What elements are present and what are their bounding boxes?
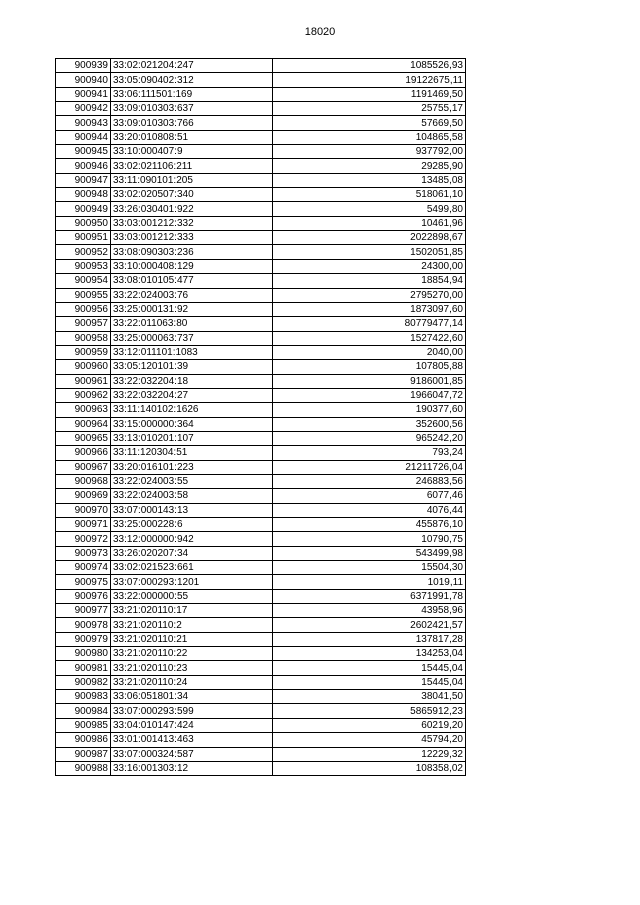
row-id-cell: 900980: [56, 647, 111, 661]
cadastral-number-cell: 33:26:020207:34: [111, 546, 273, 560]
table-row: [56, 761, 466, 775]
cadastral-value-cell: 107805,88: [273, 360, 466, 374]
cadastral-value-cell: 15504,30: [273, 561, 466, 575]
table-row: [56, 130, 466, 144]
row-id-cell: 900953: [56, 259, 111, 273]
cadastral-value-cell: 2602421,57: [273, 618, 466, 632]
row-id-cell: 900969: [56, 489, 111, 503]
table-row: [56, 575, 466, 589]
cadastral-number-cell: 33:26:030401:922: [111, 202, 273, 216]
cadastral-value-cell: 6077,46: [273, 489, 466, 503]
cadastral-number-cell: 33:02:021523:661: [111, 561, 273, 575]
table-row: [56, 632, 466, 646]
table-row: [56, 231, 466, 245]
cadastral-value-cell: 57669,50: [273, 116, 466, 130]
cadastral-value-cell: 25755,17: [273, 102, 466, 116]
cadastral-number-cell: 33:21:020110:17: [111, 604, 273, 618]
table-row: [56, 675, 466, 689]
cadastral-number-cell: 33:22:024003:76: [111, 288, 273, 302]
cadastral-number-cell: 33:11:140102:1626: [111, 403, 273, 417]
cadastral-number-cell: 33:07:000293:1201: [111, 575, 273, 589]
cadastral-number-cell: 33:15:000000:364: [111, 417, 273, 431]
row-id-cell: 900981: [56, 661, 111, 675]
cadastral-value-cell: 518061,10: [273, 188, 466, 202]
cadastral-value-cell: 965242,20: [273, 431, 466, 445]
table-row: [56, 87, 466, 101]
table-row: [56, 661, 466, 675]
cadastral-value-cell: 246883,56: [273, 474, 466, 488]
cadastral-number-cell: 33:09:010303:766: [111, 116, 273, 130]
cadastral-value-cell: 190377,60: [273, 403, 466, 417]
cadastral-number-cell: 33:10:000408:129: [111, 259, 273, 273]
cadastral-number-cell: 33:07:000324:587: [111, 747, 273, 761]
table-row: [56, 173, 466, 187]
row-id-cell: 900940: [56, 73, 111, 87]
row-id-cell: 900952: [56, 245, 111, 259]
cadastral-value-cell: 137817,28: [273, 632, 466, 646]
cadastral-value-cell: 352600,56: [273, 417, 466, 431]
row-id-cell: 900967: [56, 460, 111, 474]
cadastral-value-cell: 1085526,93: [273, 59, 466, 73]
cadastral-value-cell: 1502051,85: [273, 245, 466, 259]
cadastral-number-cell: 33:07:000293:599: [111, 704, 273, 718]
cadastral-number-cell: 33:11:090101:205: [111, 173, 273, 187]
cadastral-value-cell: 9186001,85: [273, 374, 466, 388]
cadastral-value-cell: 2022898,67: [273, 231, 466, 245]
row-id-cell: 900972: [56, 532, 111, 546]
row-id-cell: 900964: [56, 417, 111, 431]
row-id-cell: 900946: [56, 159, 111, 173]
row-id-cell: 900976: [56, 589, 111, 603]
table-row: [56, 145, 466, 159]
table-row: [56, 546, 466, 560]
row-id-cell: 900954: [56, 274, 111, 288]
cadastral-value-cell: 543499,98: [273, 546, 466, 560]
row-id-cell: 900959: [56, 345, 111, 359]
table-row: [56, 474, 466, 488]
cadastral-number-cell: 33:22:011063:80: [111, 317, 273, 331]
row-id-cell: 900977: [56, 604, 111, 618]
table-row: [56, 331, 466, 345]
cadastral-value-cell: 1019,11: [273, 575, 466, 589]
table-row: [56, 589, 466, 603]
cadastral-number-cell: 33:01:001413:463: [111, 733, 273, 747]
cadastral-value-cell: 13485,08: [273, 173, 466, 187]
cadastral-value-cell: 80779477,14: [273, 317, 466, 331]
row-id-cell: 900961: [56, 374, 111, 388]
row-id-cell: 900971: [56, 518, 111, 532]
table-row: [56, 302, 466, 316]
registry-table: [55, 58, 466, 776]
page-number: 18020: [304, 26, 336, 38]
table-row: [56, 503, 466, 517]
table-row: [56, 360, 466, 374]
cadastral-number-cell: 33:22:024003:55: [111, 474, 273, 488]
cadastral-value-cell: 6371991,78: [273, 589, 466, 603]
table-row: [56, 460, 466, 474]
cadastral-value-cell: 24300,00: [273, 259, 466, 273]
row-id-cell: 900950: [56, 216, 111, 230]
table-row: [56, 718, 466, 732]
cadastral-value-cell: 2040,00: [273, 345, 466, 359]
row-id-cell: 900958: [56, 331, 111, 345]
cadastral-number-cell: 33:08:090303:236: [111, 245, 273, 259]
cadastral-value-cell: 4076,44: [273, 503, 466, 517]
cadastral-value-cell: 10461,96: [273, 216, 466, 230]
cadastral-number-cell: 33:25:000131:92: [111, 302, 273, 316]
cadastral-value-cell: 15445,04: [273, 675, 466, 689]
table-row: [56, 604, 466, 618]
row-id-cell: 900945: [56, 145, 111, 159]
cadastral-value-cell: 5865912,23: [273, 704, 466, 718]
cadastral-number-cell: 33:06:111501:169: [111, 87, 273, 101]
cadastral-value-cell: 10790,75: [273, 532, 466, 546]
table-row: [56, 245, 466, 259]
table-row: [56, 259, 466, 273]
cadastral-value-cell: 134253,04: [273, 647, 466, 661]
row-id-cell: 900979: [56, 632, 111, 646]
cadastral-number-cell: 33:13:010201:107: [111, 431, 273, 445]
cadastral-value-cell: 12229,32: [273, 747, 466, 761]
row-id-cell: 900968: [56, 474, 111, 488]
table-row: [56, 274, 466, 288]
table-row: [56, 446, 466, 460]
table-row: [56, 431, 466, 445]
cadastral-value-cell: 1873097,60: [273, 302, 466, 316]
cadastral-number-cell: 33:21:020110:23: [111, 661, 273, 675]
row-id-cell: 900949: [56, 202, 111, 216]
cadastral-number-cell: 33:08:010105:477: [111, 274, 273, 288]
cadastral-number-cell: 33:02:021106:211: [111, 159, 273, 173]
table-row: [56, 216, 466, 230]
row-id-cell: 900955: [56, 288, 111, 302]
row-id-cell: 900984: [56, 704, 111, 718]
cadastral-number-cell: 33:04:010147:424: [111, 718, 273, 732]
row-id-cell: 900942: [56, 102, 111, 116]
cadastral-number-cell: 33:02:020507:340: [111, 188, 273, 202]
table-row: [56, 374, 466, 388]
cadastral-value-cell: 43958,96: [273, 604, 466, 618]
cadastral-number-cell: 33:22:032204:27: [111, 388, 273, 402]
row-id-cell: 900941: [56, 87, 111, 101]
cadastral-value-cell: 455876,10: [273, 518, 466, 532]
cadastral-value-cell: 1191469,50: [273, 87, 466, 101]
row-id-cell: 900956: [56, 302, 111, 316]
cadastral-value-cell: 5499,80: [273, 202, 466, 216]
cadastral-number-cell: 33:05:090402:312: [111, 73, 273, 87]
cadastral-number-cell: 33:10:000407:9: [111, 145, 273, 159]
cadastral-value-cell: 104865,58: [273, 130, 466, 144]
cadastral-value-cell: 38041,50: [273, 690, 466, 704]
table-row: [56, 202, 466, 216]
row-id-cell: 900975: [56, 575, 111, 589]
cadastral-number-cell: 33:22:000000:55: [111, 589, 273, 603]
cadastral-number-cell: 33:21:020110:2: [111, 618, 273, 632]
cadastral-value-cell: 1527422,60: [273, 331, 466, 345]
row-id-cell: 900988: [56, 761, 111, 775]
cadastral-value-cell: 18854,94: [273, 274, 466, 288]
cadastral-number-cell: 33:12:011101:1083: [111, 345, 273, 359]
table-row: [56, 388, 466, 402]
cadastral-number-cell: 33:21:020110:22: [111, 647, 273, 661]
table-row: [56, 73, 466, 87]
row-id-cell: 900948: [56, 188, 111, 202]
table-row: [56, 733, 466, 747]
cadastral-number-cell: 33:20:016101:223: [111, 460, 273, 474]
cadastral-number-cell: 33:06:051801:34: [111, 690, 273, 704]
table-row: [56, 532, 466, 546]
table-row: [56, 417, 466, 431]
row-id-cell: 900962: [56, 388, 111, 402]
cadastral-value-cell: 29285,90: [273, 159, 466, 173]
cadastral-value-cell: 21211726,04: [273, 460, 466, 474]
cadastral-value-cell: 45794,20: [273, 733, 466, 747]
row-id-cell: 900985: [56, 718, 111, 732]
cadastral-number-cell: 33:21:020110:24: [111, 675, 273, 689]
cadastral-number-cell: 33:02:021204:247: [111, 59, 273, 73]
cadastral-number-cell: 33:22:032204:18: [111, 374, 273, 388]
table-row: [56, 704, 466, 718]
row-id-cell: 900943: [56, 116, 111, 130]
table-row: [56, 561, 466, 575]
row-id-cell: 900965: [56, 431, 111, 445]
table-row: [56, 747, 466, 761]
row-id-cell: 900947: [56, 173, 111, 187]
cadastral-value-cell: 937792,00: [273, 145, 466, 159]
cadastral-number-cell: 33:03:001212:332: [111, 216, 273, 230]
cadastral-value-cell: 108358,02: [273, 761, 466, 775]
table-row: [56, 317, 466, 331]
table-row: [56, 116, 466, 130]
cadastral-number-cell: 33:22:024003:58: [111, 489, 273, 503]
row-id-cell: 900966: [56, 446, 111, 460]
cadastral-number-cell: 33:25:000063:737: [111, 331, 273, 345]
table-row: [56, 345, 466, 359]
row-id-cell: 900982: [56, 675, 111, 689]
row-id-cell: 900970: [56, 503, 111, 517]
cadastral-number-cell: 33:05:120101:39: [111, 360, 273, 374]
cadastral-number-cell: 33:11:120304:51: [111, 446, 273, 460]
row-id-cell: 900944: [56, 130, 111, 144]
cadastral-value-cell: 19122675,11: [273, 73, 466, 87]
table-row: [56, 618, 466, 632]
cadastral-value-cell: 15445,04: [273, 661, 466, 675]
cadastral-number-cell: 33:07:000143:13: [111, 503, 273, 517]
cadastral-number-cell: 33:09:010303:637: [111, 102, 273, 116]
cadastral-number-cell: 33:03:001212:333: [111, 231, 273, 245]
table-row: [56, 188, 466, 202]
table-row: [56, 102, 466, 116]
cadastral-number-cell: 33:12:000000:942: [111, 532, 273, 546]
cadastral-value-cell: 793,24: [273, 446, 466, 460]
row-id-cell: 900960: [56, 360, 111, 374]
row-id-cell: 900987: [56, 747, 111, 761]
registry-table-body: [56, 59, 466, 776]
table-row: [56, 159, 466, 173]
table-row: [56, 518, 466, 532]
table-row: [56, 489, 466, 503]
row-id-cell: 900973: [56, 546, 111, 560]
row-id-cell: 900951: [56, 231, 111, 245]
table-row: [56, 288, 466, 302]
cadastral-number-cell: 33:20:010808:51: [111, 130, 273, 144]
row-id-cell: 900939: [56, 59, 111, 73]
row-id-cell: 900963: [56, 403, 111, 417]
cadastral-value-cell: 60219,20: [273, 718, 466, 732]
cadastral-value-cell: 1966047,72: [273, 388, 466, 402]
cadastral-number-cell: 33:16:001303:12: [111, 761, 273, 775]
row-id-cell: 900957: [56, 317, 111, 331]
table-row: [56, 690, 466, 704]
cadastral-value-cell: 2795270,00: [273, 288, 466, 302]
row-id-cell: 900974: [56, 561, 111, 575]
cadastral-number-cell: 33:25:000228:6: [111, 518, 273, 532]
table-row: [56, 403, 466, 417]
row-id-cell: 900978: [56, 618, 111, 632]
cadastral-number-cell: 33:21:020110:21: [111, 632, 273, 646]
row-id-cell: 900986: [56, 733, 111, 747]
table-row: [56, 647, 466, 661]
row-id-cell: 900983: [56, 690, 111, 704]
table-row: [56, 59, 466, 73]
